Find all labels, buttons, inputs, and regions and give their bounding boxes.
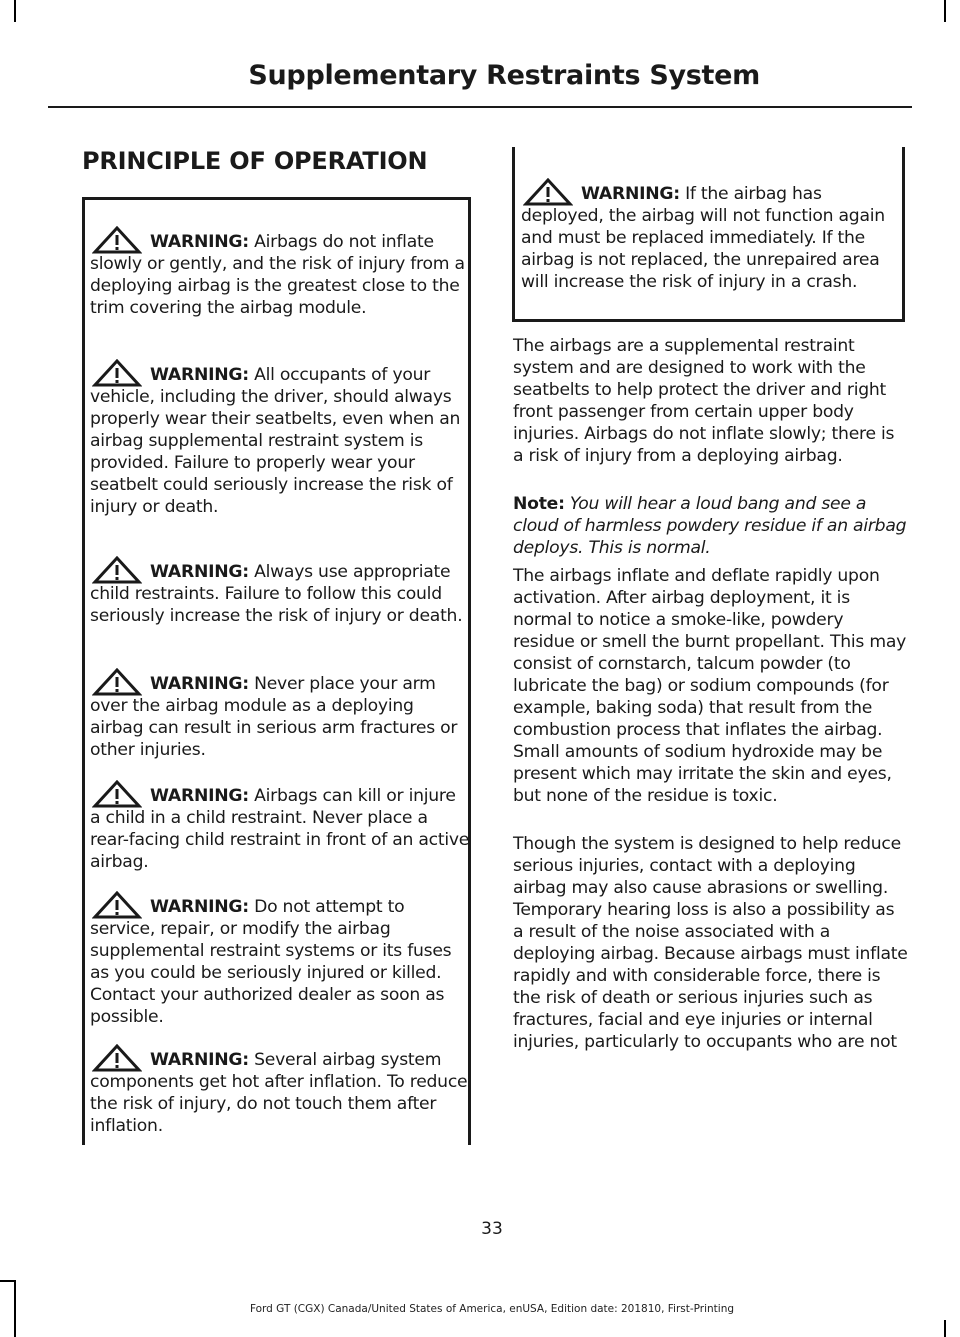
edition-footer: Ford GT (CGX) Canada/United States of America, enUSA, Edition date: 201810, First-Printing <box>249 1303 735 1315</box>
warning-triangle-icon <box>92 226 142 254</box>
warning-triangle-icon <box>92 668 142 696</box>
warning-triangle-icon <box>92 780 142 808</box>
warning-text: If the airbag has deployed, the airbag will not function again and must be replaced immediately. If the airbag is not replaced, the unrepaired area will increase the risk of injury in a crash. <box>521 184 885 292</box>
warning-label: WARNING: <box>150 1050 249 1070</box>
warning-right <box>521 183 903 293</box>
warning-triangle-icon <box>92 1044 142 1072</box>
warning-triangle-icon <box>92 891 142 919</box>
warning-2 <box>90 364 470 518</box>
crop-mark-bottom-right <box>944 1320 946 1337</box>
warning-label: WARNING: <box>150 562 249 582</box>
warning-label: WARNING: <box>150 365 249 385</box>
crop-mark-top-left <box>14 0 16 22</box>
warning-text: Airbags can kill or injure a child in a child restraint. Never place a rear-facing child restraint in front of an active airbag. <box>90 786 470 872</box>
header-divider <box>48 106 912 108</box>
warning-label: WARNING: <box>581 184 680 204</box>
warning-text: Airbags do not inflate slowly or gently, and the risk of injury from a deploying airbag is the greatest close to the trim covering the airbag module. <box>90 232 465 318</box>
warning-1 <box>90 231 470 319</box>
warning-triangle-icon <box>92 556 142 584</box>
warning-text: Several airbag system components get hot after inflation. To reduce the risk of injury, do not touch them after inflation. <box>90 1050 468 1136</box>
warning-7 <box>90 1049 470 1137</box>
warning-6 <box>90 896 470 1028</box>
note-text: You will hear a loud bang and see a cloud of harmless powdery residue if an airbag deploys. This is normal. <box>513 494 907 558</box>
warning-4 <box>90 673 470 761</box>
paragraph-injuries: Though the system is designed to help reduce serious injuries, contact with a deploying airbag may also cause abrasions or swelling. Temporary hearing loss is also a possibility as a result of the noise associated with a deploying airbag. Because airbags must inflate rapidly and with considerable force, there is the risk of death or serious injuries such as fractures, facial and eye injuries or internal injuries, particularly to occupants who are not <box>513 834 908 1052</box>
paragraph-inflate-deflate: The airbags inflate and deflate rapidly upon activation. After airbag deployment, it is normal to notice a smoke-like, powdery residue or smell the burnt propellant. This may consist of cornstarch, talcum powder (to lubricate the bag) or sodium compounds (for example, baking soda) that result from the combustion process that inflates the airbag. Small amounts of sodium hydroxide may be present which may irritate the skin and eyes, but none of the residue is toxic. <box>513 566 907 806</box>
warning-text: Never place your arm over the airbag module as a deploying airbag can result in serious arm fractures or other injuries. <box>90 674 458 760</box>
note-paragraph <box>513 493 908 559</box>
warning-label: WARNING: <box>150 786 249 806</box>
warning-triangle-icon <box>92 359 142 387</box>
page-header-title: Supplementary Restraints System <box>248 60 760 91</box>
warning-label: WARNING: <box>150 674 249 694</box>
warning-text: Always use appropriate child restraints. Failure to follow this could seriously increase the risk of injury or death. <box>90 562 463 626</box>
note-label: Note: <box>513 494 565 514</box>
warning-label: WARNING: <box>150 232 249 252</box>
page-number: 33 <box>481 1219 503 1239</box>
paragraph-supplemental: The airbags are a supplemental restraint system and are designed to work with the seatbelts to help protect the driver and right front passenger from certain upper body injuries. Airbags do not inflate slowly; there is a risk of injury from a deploying airbag. <box>513 336 895 466</box>
warning-3 <box>90 561 470 627</box>
warning-5 <box>90 785 470 873</box>
warning-text: All occupants of your vehicle, including the driver, should always properly wear their seatbelts, even when an airbag supplemental restraint system is provided. Failure to properly wear your seatbelt could seriously increase the risk of injury or death. <box>90 365 461 517</box>
warning-triangle-icon <box>523 178 573 206</box>
crop-mark-bottom-left-h <box>0 1280 16 1282</box>
section-title: PRINCIPLE OF OPERATION <box>82 147 428 175</box>
warning-label: WARNING: <box>150 897 249 917</box>
warning-text: Do not attempt to service, repair, or modify the airbag supplemental restraint systems or its fuses as you could be seriously injured or killed. Contact your authorized dealer as soon as possible. <box>90 897 452 1027</box>
crop-mark-top-right <box>944 0 946 22</box>
